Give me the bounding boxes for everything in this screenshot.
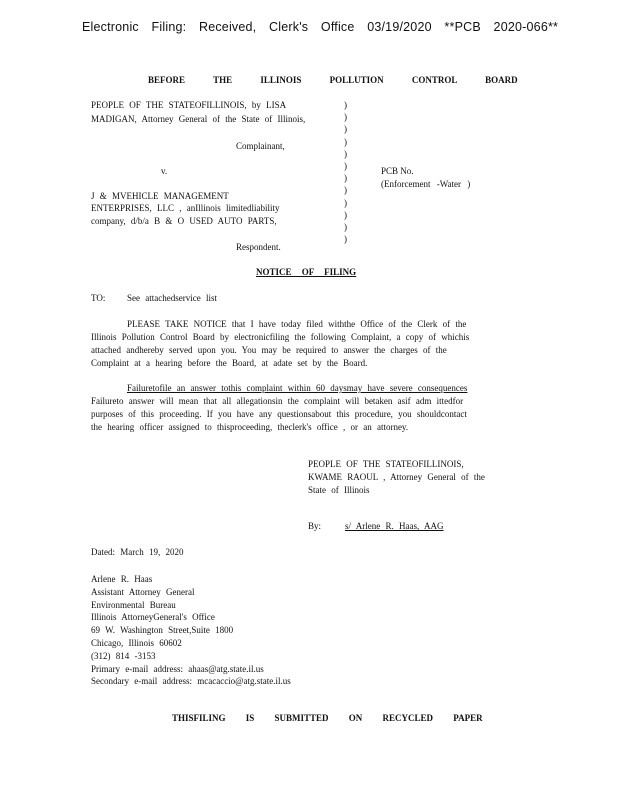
notice-title: NOTICE OF FILING — [256, 267, 357, 277]
paragraph1-line: attached andhereby served upon you. You may be required to answer the charges of the — [91, 345, 447, 355]
respondent-line-2: ENTERPRISES, LLC , anIllinois limitedliability — [91, 203, 280, 213]
notice-paragraph — [91, 318, 469, 370]
contact-line: 69 W. Washington Street,Suite 1800 — [91, 625, 234, 636]
warning-line: Failureto answer will mean that all allegationsin the complaint will betaken asif adm ittedfor — [91, 396, 464, 406]
contact-line: Assistant Attorney General — [91, 586, 195, 597]
by-label: By: — [308, 521, 322, 531]
warning-line — [91, 382, 467, 395]
respondent-role: Respondent. — [236, 242, 281, 252]
contact-line: (312) 814 -3153 — [91, 650, 156, 661]
case-number: PCB No. — [381, 166, 414, 176]
complainant-line-2: MADIGAN, Attorney General of the State of Illinois, — [91, 114, 306, 124]
signature-line: PEOPLE OF THE STATEOFILLINOIS, — [308, 459, 464, 469]
to-label: TO: — [91, 293, 106, 303]
warning-line: the hearing officer assigned to thisproceeding, theclerk's office , or an attorney. — [91, 422, 409, 432]
contact-email-primary: Primary e-mail address: ahaas@atg.state.il.us — [91, 663, 264, 674]
date-line: Dated: March 19, 2020 — [91, 547, 184, 557]
to-recipients: See attachedservice list — [127, 293, 217, 303]
versus: v. — [161, 166, 168, 176]
contact-line: Illinois AttorneyGeneral's Office — [91, 612, 215, 623]
contact-line: Arlene R. Haas — [91, 574, 153, 584]
contact-block — [91, 573, 291, 688]
warning-paragraph — [91, 382, 467, 434]
caption-parentheses: ) ) ) ) ) ) ) ) ) ) ) ) — [344, 100, 347, 245]
electronic-filing-header: Electronic Filing: Received, Clerk's Office 03/19/2020 **PCB 2020-066** — [82, 20, 559, 34]
board-title: BEFORE THE ILLINOIS POLLUTION CONTROL BOARD — [148, 75, 518, 85]
complainant-role: Complainant, — [236, 141, 285, 151]
paragraph1-line: Complaint at a hearing before the Board, at adate set by the Board. — [91, 358, 368, 368]
contact-line: Chicago, Illinois 60602 — [91, 637, 182, 648]
paragraph1-line: Illinois Pollution Control Board by electronicfiling the following Complaint, a copy of whichis — [91, 332, 470, 342]
paragraph1-line: PLEASE TAKE NOTICE that I have today filed withthe Office of the Clerk of the — [127, 319, 467, 329]
signature-line: KWAME RAOUL , Attorney General of the — [308, 472, 485, 482]
signature: s/ Arlene R. Haas, AAG — [345, 521, 444, 531]
respondent-line-3: company, d/b/a B & O USED AUTO PARTS, — [91, 216, 277, 226]
respondent-line-1: J & MVEHICLE MANAGEMENT — [91, 191, 229, 201]
warning-underlined-text: Failuretofile an answer tothis complaint within 60 daysmay have severe consequences — [127, 383, 468, 393]
recycled-paper-footer: THISFILING IS SUBMITTED ON RECYCLED PAPER — [172, 713, 483, 723]
contact-line: Environmental Bureau — [91, 599, 176, 610]
warning-line: purposes of this proceeding. If you have any questionsabout this procedure, you shouldcontact — [91, 409, 467, 419]
signature-block — [308, 458, 485, 497]
signature-line: State of Illinois — [308, 485, 370, 495]
contact-email-secondary: Secondary e-mail address: mcacaccio@atg.state.il.us — [91, 676, 291, 687]
complainant-line-1: PEOPLE OF THE STATEOFILLINOIS, by LISA — [91, 100, 287, 110]
case-type: (Enforcement -Water ) — [381, 179, 471, 189]
